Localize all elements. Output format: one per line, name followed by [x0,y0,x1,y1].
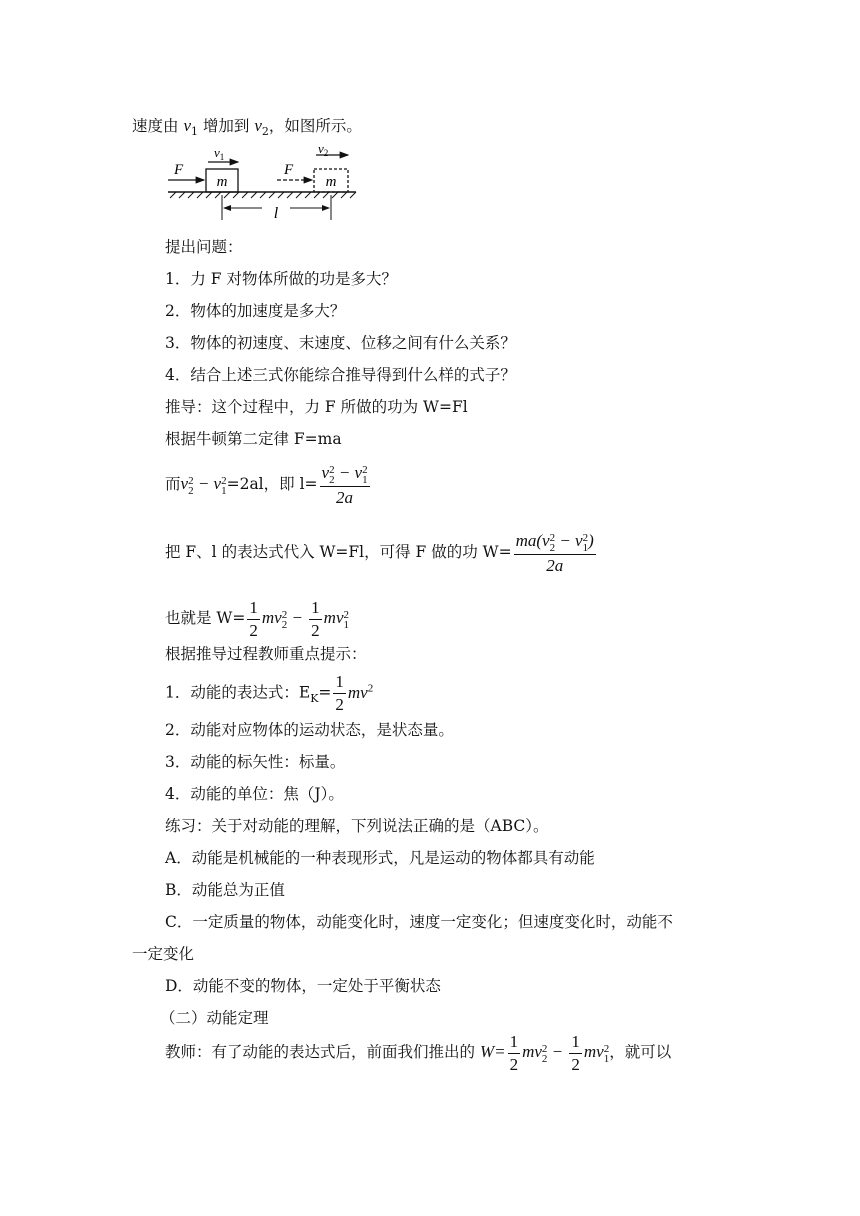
block-diagram [162,140,362,225]
hint-2: 2．动能对应物体的运动状态，是状态量。 [165,721,454,739]
derivation-line-5-prefix: 也就是 W= [165,609,246,627]
hints-heading: 根据推导过程教师重点提示： [165,645,367,663]
mass-label-2: m [325,174,337,190]
velocity-label-2: $v_2$ [318,141,329,158]
intro-text: 速度由 $v_1$ 增加到 $v_2$，如图所示。 [132,116,362,139]
teacher-line-prefix: 教师：有了动能的表达式后，前面我们推出的 [165,1043,476,1061]
exercise-option-a: A．动能是机械能的一种表现形式，凡是运动的物体都具有动能 [165,849,595,867]
exercise-option-c-line2: 一定变化 [132,945,195,963]
question-2: 2．物体的加速度是多大？ [165,302,346,320]
fraction-l: v 2 2 − v 2 1 2a [321,462,368,507]
teacher-line: 教师：有了动能的表达式后，前面我们推出的 W= $\frac{1}{2}$ mv 2 2 − $\frac{1}{2}$ mv 2 1 ，就可以 [165,1031,672,1074]
derivation-line-4-prefix: 把 F、l 的表达式代入 W=Fl，可得 F 做的功 W= [165,543,512,561]
fraction-work: ma(v 2 2 − v 2 1 ) 2a [515,530,594,575]
question-4: 4．结合上述三式你能综合推导得到什么样的式子？ [165,366,516,384]
force-label-2: F [284,162,294,178]
derivation-line-4 [165,530,598,576]
derivation-line-3-eq: =2al，即 l= [226,475,318,493]
hint-1: 1．动能的表达式：$E_K=$ $\frac{1}{2}$ $mv^2$ [165,672,374,715]
question-3: 3．物体的初速度、末速度、位移之间有什么关系？ [165,334,516,352]
questions-heading: 提出问题： [165,238,243,256]
derivation-line-3-prefix: 而 [165,475,181,493]
derivation-line-1: 推导：这个过程中，力 F 所做的功为 W=Fl [165,398,468,416]
exercise-stem: 练习：关于对动能的理解，下列说法正确的是（ABC）。 [165,817,549,835]
hint-1-sub: K [310,691,319,705]
section-title: （二）动能定理 [160,1009,269,1027]
derivation-line-5: 也就是 W= $\frac{1}{2}$ mv 2 2 − $\frac{1}{2}$ mv 2 1 [165,597,349,640]
hint-1-eq: = [318,683,332,702]
hint-4: 4．动能的单位：焦（J）。 [165,785,344,803]
velocity-label-1: $v_1$ [214,145,225,162]
hint-3: 3．动能的标矢性：标量。 [165,753,346,771]
hint-1-prefix: 1．动能的表达式：E [165,683,311,702]
derivation-line-2: 根据牛顿第二定律 F=ma [165,430,342,448]
exercise-option-c-line1: C．一定质量的物体，动能变化时，速度一定变化；但速度变化时，动能不 [165,913,673,931]
displacement-label: l [273,205,279,222]
force-label-1: F [174,162,184,178]
exercise-option-d: D．动能不变的物体，一定处于平衡状态 [165,977,441,995]
teacher-line-suffix: ，就可以 [609,1043,672,1061]
exercise-option-b: B．动能总为正值 [165,881,285,899]
derivation-line-3: 而v 2 2 − v 2 1 =2al，即 l= v 2 2 − v 2 1 2a [165,462,368,507]
mass-label-1: m [216,174,228,190]
question-1: 1．力 F 对物体所做的功是多大？ [165,270,397,288]
